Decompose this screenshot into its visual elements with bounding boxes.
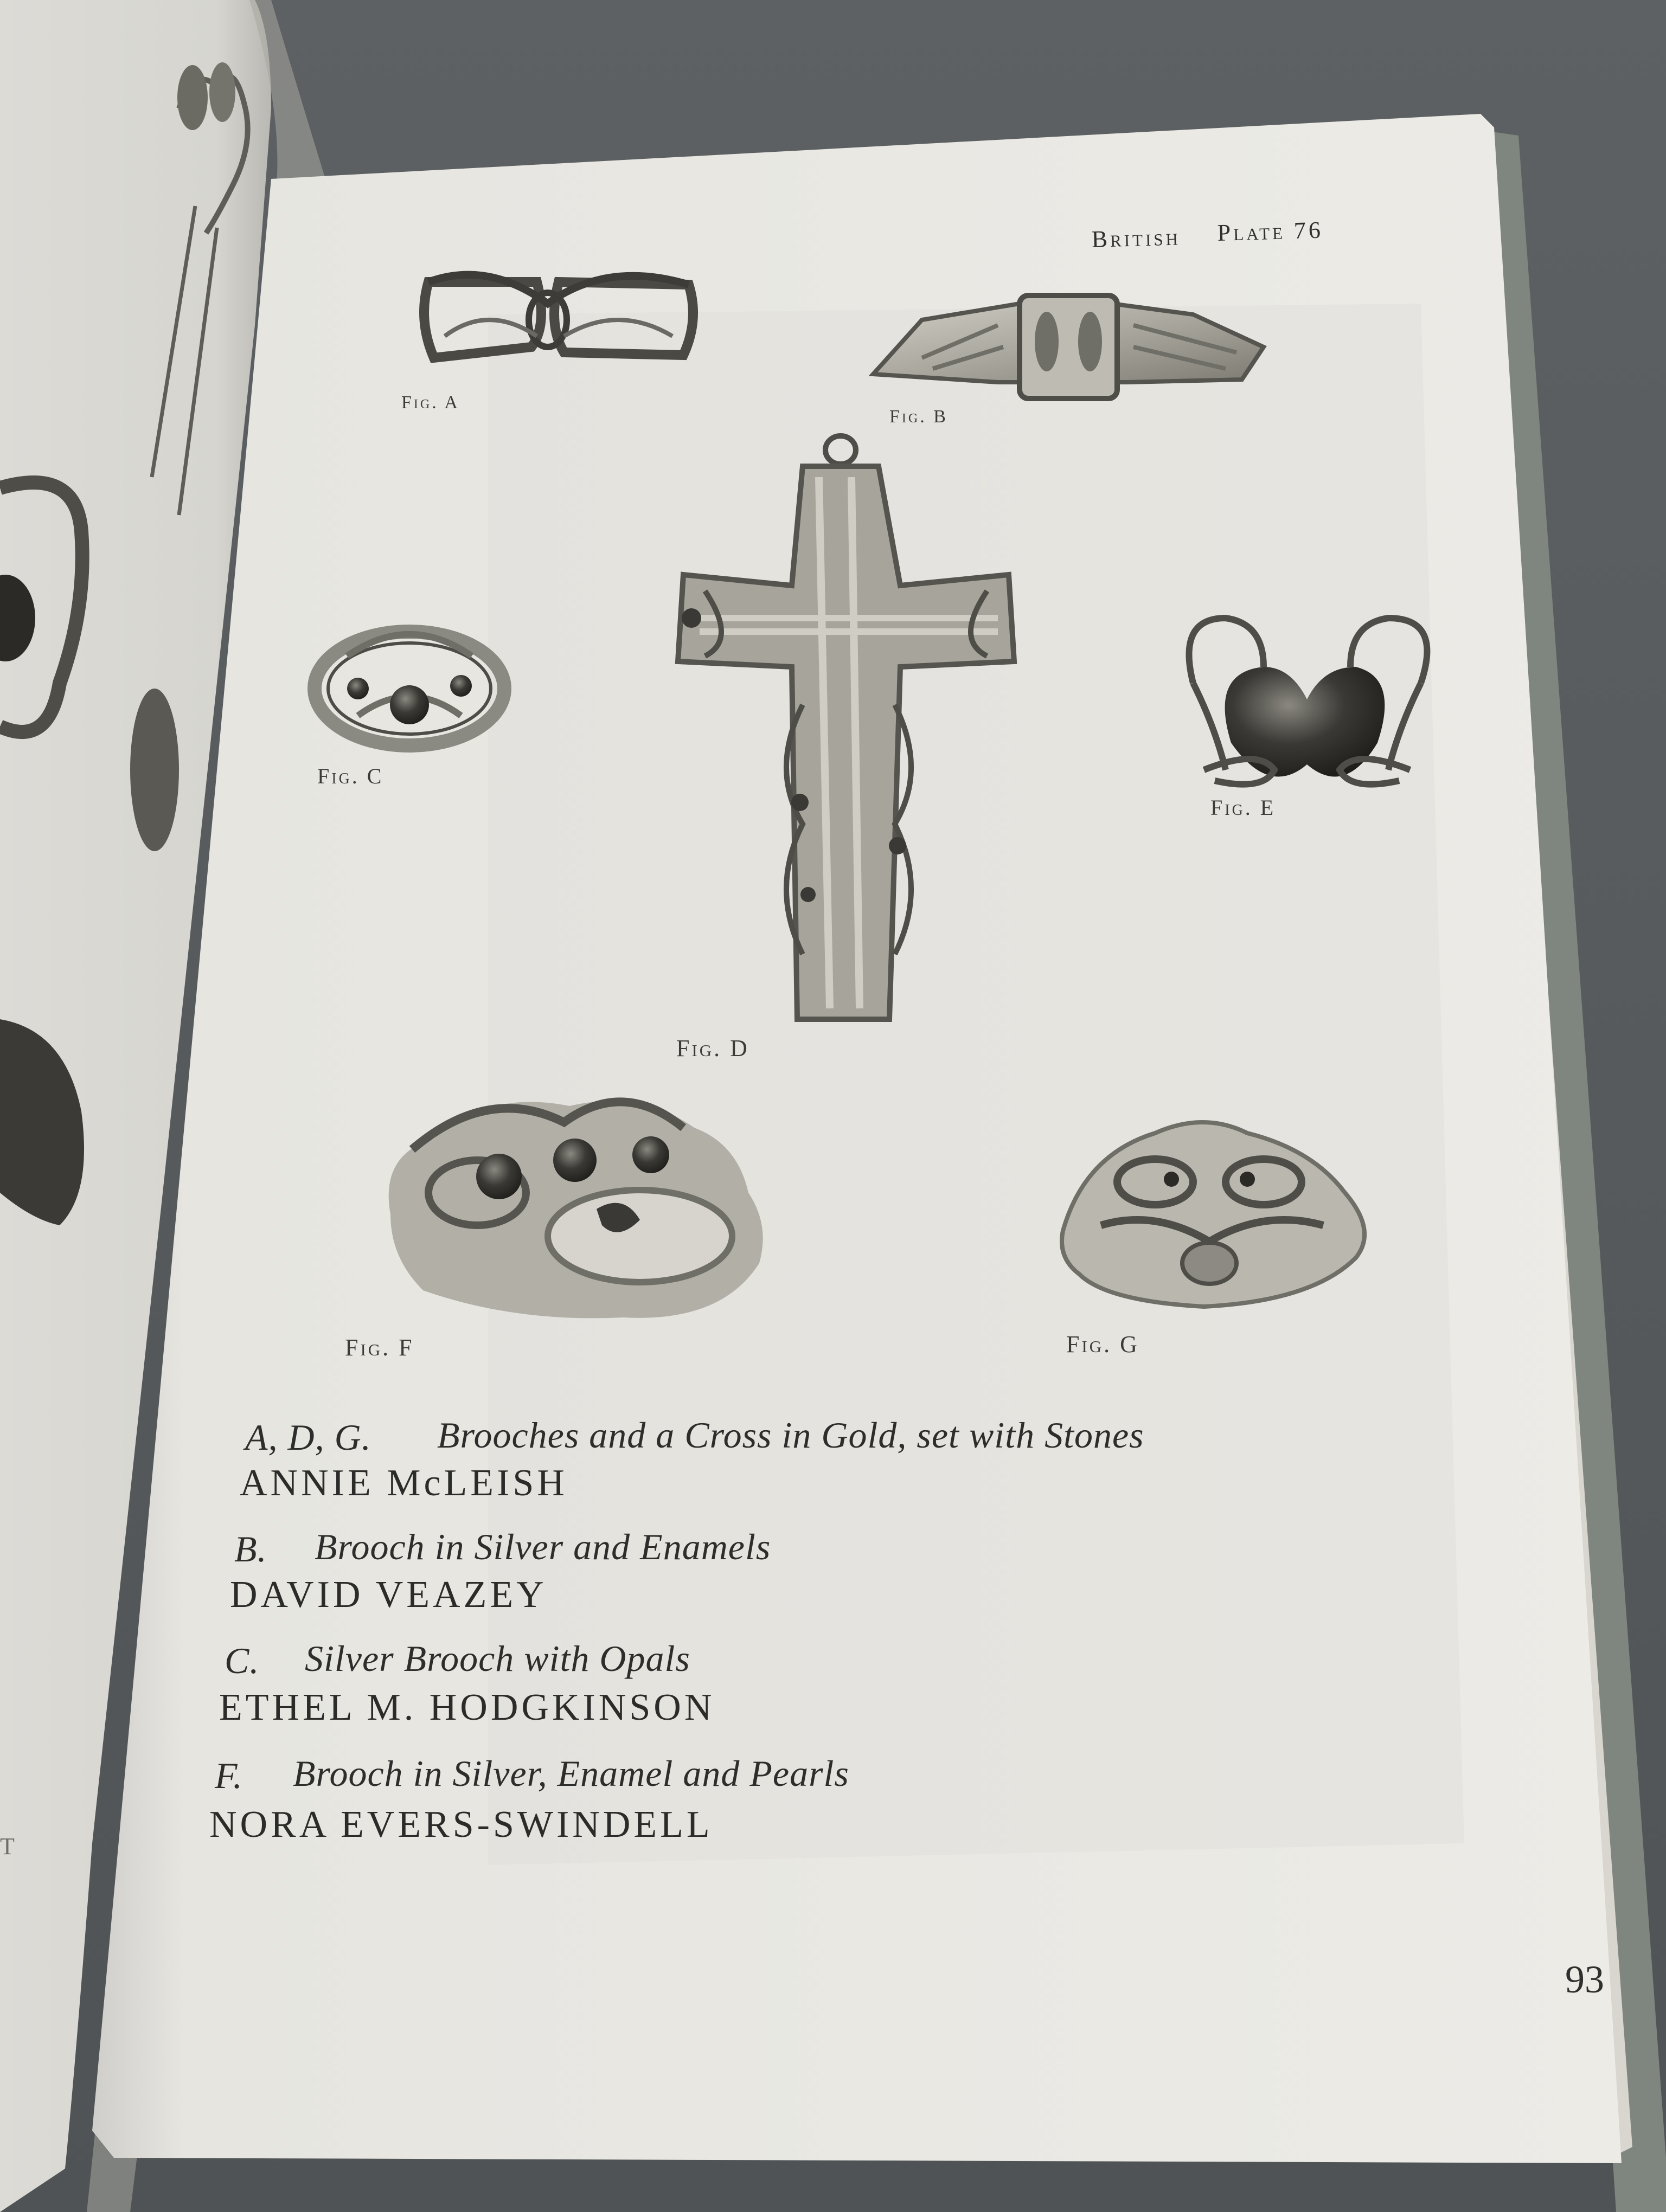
running-header-plate: Plate 76 (1217, 216, 1324, 246)
fig-c-label: Fig. C (317, 764, 384, 788)
entry-description: Brooch in Silver and Enamels (315, 1526, 771, 1567)
entry-maker: NORA EVERS-SWINDELL (209, 1804, 713, 1846)
entry-letters: A, D, G. (245, 1417, 371, 1458)
fig-e-label: Fig. E (1210, 795, 1276, 820)
fig-d-label: Fig. D (676, 1035, 749, 1062)
right-page (92, 114, 1622, 2163)
entry-description: Brooch in Silver, Enamel and Pearls (293, 1753, 849, 1794)
entry-maker: ETHEL M. HODGKINSON (219, 1687, 715, 1728)
running-header-section: British (1091, 223, 1181, 253)
fig-b-label: Fig. B (889, 407, 948, 427)
entry-letters: B. (234, 1528, 267, 1570)
page-number: 93 (1565, 1958, 1604, 2001)
entry-maker: ANNIE McLEISH (240, 1462, 568, 1504)
entry-maker: DAVID VEAZEY (230, 1574, 547, 1616)
entry-description: Brooches and a Cross in Gold, set with Stones (437, 1414, 1144, 1456)
brooch-fig-f (389, 1101, 763, 1318)
fig-a-label: Fig. A (401, 393, 460, 413)
fig-g-label: Fig. G (1066, 1331, 1139, 1358)
entry-letters: C. (225, 1640, 260, 1681)
entry-description: Silver Brooch with Opals (305, 1638, 690, 1679)
entry-letters: F. (215, 1755, 243, 1796)
svg-text:T: T (0, 1833, 15, 1860)
fig-f-label: Fig. F (345, 1334, 414, 1361)
